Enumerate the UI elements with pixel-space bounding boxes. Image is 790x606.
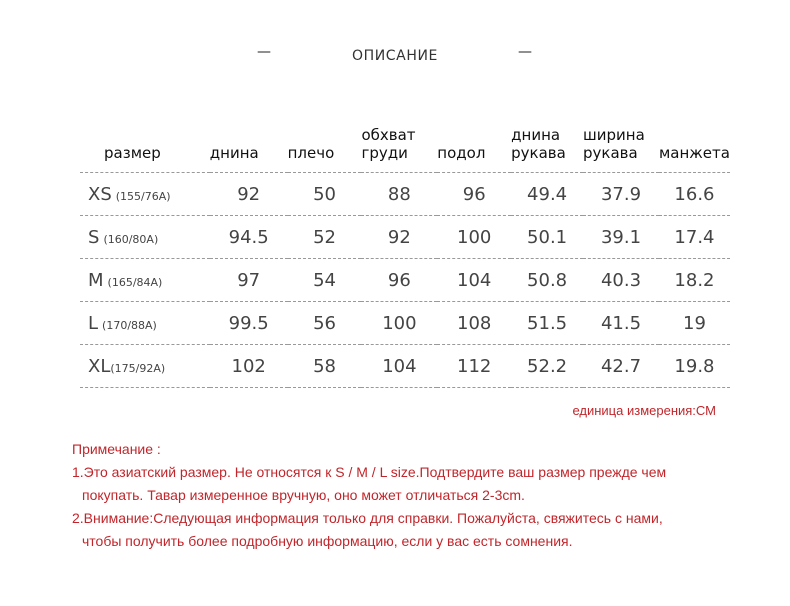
table-cell: 100 [361,302,437,345]
size-code: (155/76A) [115,189,171,203]
notes-section [72,438,762,553]
table-cell: 92 [210,173,288,216]
table-cell: 39.1 [583,216,659,259]
table-cell: 18.2 [659,259,730,302]
table-cell: 50 [288,173,362,216]
page-title: ОПИСАНИЕ [351,48,439,64]
table-cell: 100 [437,216,511,259]
unit-note: единица измерения:СМ [572,403,716,418]
table-cell: 51.5 [511,302,583,345]
size-cell [80,345,210,388]
header-size: размер [104,144,161,162]
size-code: (175/92A) [110,361,166,375]
table-cell: 108 [437,302,511,345]
size-letter: L [88,312,99,334]
table-cell: 96 [437,173,511,216]
size-cell [80,259,210,302]
table-cell: 19 [659,302,730,345]
size-code: (165/84A) [107,275,163,289]
size-letter: M [88,269,104,291]
table-cell: 94.5 [210,216,288,259]
table-cell: 104 [361,345,437,388]
header-sleeve-width: ширина рукава [583,126,645,162]
left-dash: — [257,44,271,60]
table-cell: 40.3 [583,259,659,302]
note-line: покупать. Тавар измеренное вручную, оно может отличаться 2-3cm. [82,487,525,503]
size-cell [80,216,210,259]
table-cell: 56 [288,302,362,345]
note-line: 2.Внимание:Следующая информация только для справки. Пожалуйста, свяжитесь с нами, [72,510,663,526]
table-row [80,216,730,259]
header [0,44,790,68]
size-letter: S [88,226,100,248]
size-code: (170/88A) [102,318,157,332]
right-dash: — [518,44,532,60]
table-cell: 88 [361,173,437,216]
table-row [80,259,730,302]
table-cell: 58 [288,345,362,388]
size-cell [80,302,210,345]
table-cell: 50.1 [511,216,583,259]
table-cell: 92 [361,216,437,259]
size-code: (160/80A) [103,232,159,246]
header-chest: обхват груди [361,126,416,162]
table-cell: 112 [437,345,511,388]
table-cell: 102 [210,345,288,388]
notes-heading: Примечание : [72,441,161,457]
table-cell: 97 [210,259,288,302]
table-cell: 19.8 [659,345,730,388]
table-row [80,302,730,345]
header-hem: подол [437,144,486,162]
table-row [80,345,730,388]
note-line: чтобы получить более подробную информацию, если у вас есть сомнения. [82,533,573,549]
table-cell: 50.8 [511,259,583,302]
table-cell: 16.6 [659,173,730,216]
table-row [80,173,730,216]
note-line: 1.Это азиатский размер. Не относятся к S / M / L size.Подтвердите ваш размер прежде чем [72,464,667,480]
header-shoulder: плечо [287,144,335,162]
header-length: днина [209,144,259,162]
size-letter: XL [88,355,111,377]
table-header-row [80,126,730,173]
table-cell: 104 [437,259,511,302]
size-letter: XS [88,183,112,205]
table-cell: 96 [361,259,437,302]
table-cell: 17.4 [659,216,730,259]
table-cell: 54 [288,259,362,302]
size-table [80,126,730,388]
table-cell: 37.9 [583,173,659,216]
table-cell: 41.5 [583,302,659,345]
table-cell: 52.2 [511,345,583,388]
table-cell: 42.7 [583,345,659,388]
size-cell [80,173,210,216]
table-cell: 49.4 [511,173,583,216]
header-cuff: манжета [658,144,730,162]
header-sleeve-length: днина рукава [511,126,566,162]
table-cell: 52 [288,216,362,259]
table-cell: 99.5 [210,302,288,345]
